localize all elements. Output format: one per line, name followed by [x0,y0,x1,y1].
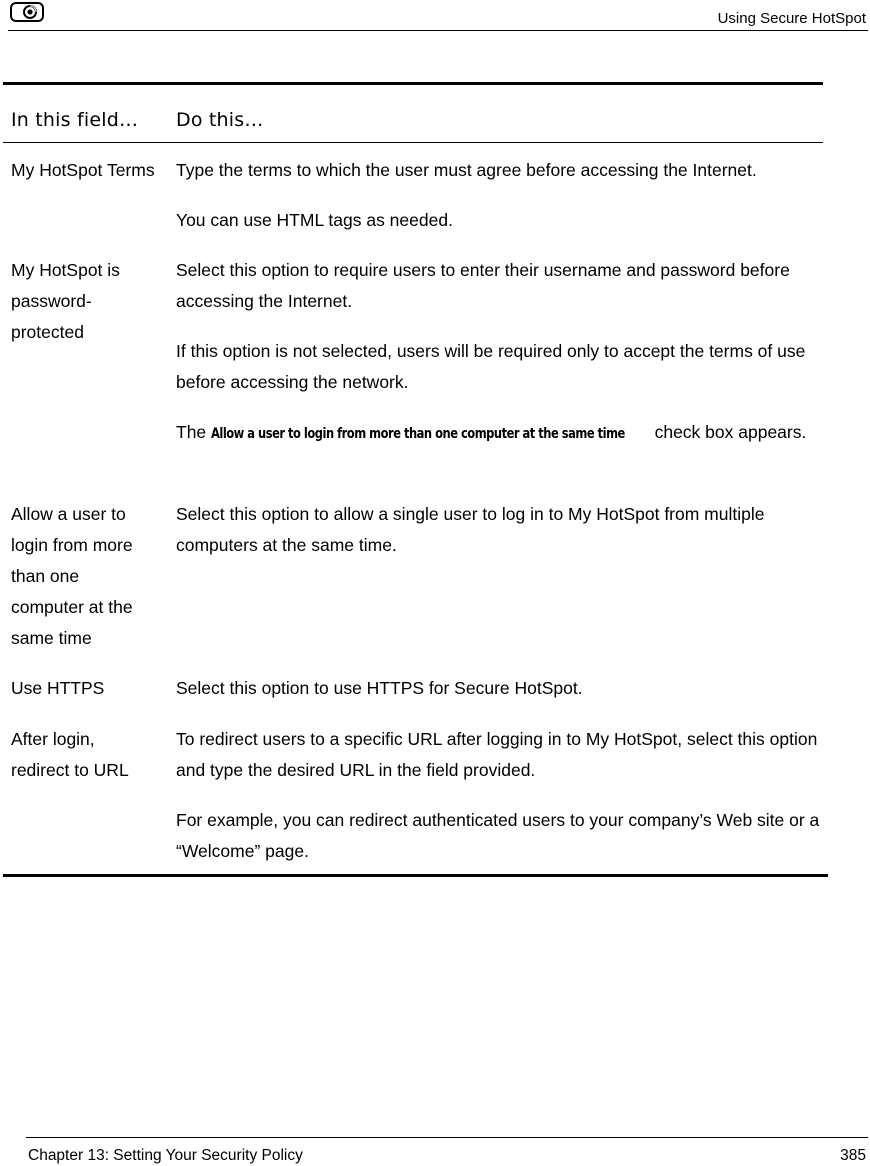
description-paragraph: Select this option to require users to enter their username and password before accessing the Internet. [176,260,790,311]
footer-chapter-title: Chapter 13: Setting Your Security Policy [28,1147,303,1164]
description-paragraph: For example, you can redirect authenticated users to your company’s Web site or a “Welcome” page. [176,810,820,861]
page-footer [26,1137,868,1166]
field-name: Allow a user to login from more than one computer at the same time [11,504,133,648]
description-paragraph [176,417,821,450]
note-prefix: The [176,422,207,442]
page-header [8,0,868,31]
table-bottom-rule [3,874,828,877]
description-paragraph: Select this option to use HTTPS for Secure HotSpot. [176,678,583,698]
description-paragraph: If this option is not selected, users will be required only to accept the terms of use before accessing the network. [176,341,806,392]
column-header-action: Do this… [176,109,264,131]
field-name: My HotSpot is password-protected [11,260,120,342]
field-name: My HotSpot Terms [11,160,155,180]
field-description [176,673,821,704]
secure-hotspot-logo-icon [10,2,44,22]
description-paragraph: You can use HTML tags as needed. [176,210,453,230]
field-description [176,155,821,236]
field-description [176,724,821,867]
page-number: 385 [840,1147,866,1164]
description-paragraph: Select this option to allow a single user to log in to My HotSpot from multiple computers at the same time. [176,504,765,555]
field-name: Use HTTPS [11,678,105,698]
ui-term-label: Allow a user to login from more than one computer at the same time [211,426,625,442]
description-paragraph: Type the terms to which the user must agree before accessing the Internet. [176,160,757,180]
field-description [176,255,821,450]
table-header [3,85,823,143]
field-name: After login, redirect to URL [11,729,129,780]
note-suffix: check box appears. [654,422,807,442]
description-paragraph: To redirect users to a specific URL after logging in to My HotSpot, select this option and type the desired URL in the field provided. [176,729,818,780]
column-header-field: In this field… [11,109,139,131]
field-description [176,499,821,561]
header-title: Using Secure HotSpot [717,10,866,27]
